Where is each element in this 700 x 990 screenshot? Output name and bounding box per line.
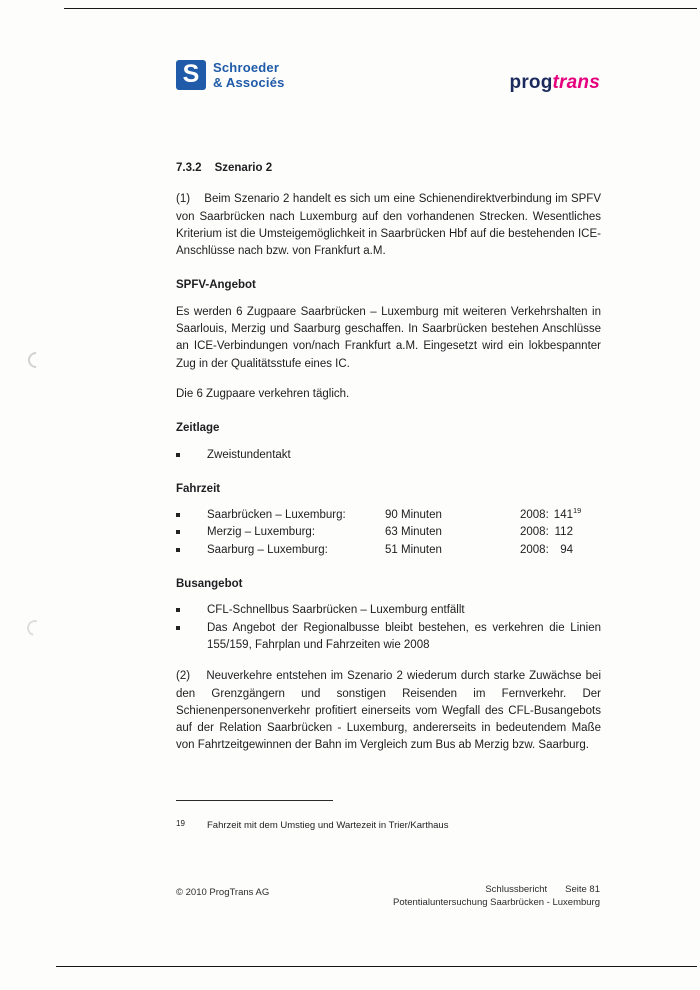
page-footer (176, 883, 600, 909)
document-content (176, 160, 601, 768)
progtrans-logo-trans: trans (552, 72, 600, 93)
paragraph-1: (1) Beim Szenario 2 handelt es sich um eine Schienendirektverbindung im SPFV von Saarbrücken nach Luxemburg auf den vorhandenen Strecken. Wesentliches Kriterium ist die Umsteigemöglichkeit in Saarbrücken Hbf auf die bestehenden ICE-Anschlüsse nach bzw. von Frankfurt a.M. (176, 193, 601, 258)
footer-report-subtitle: Potentialuntersuchung Saarbrücken - Luxemburg (392, 897, 600, 908)
fahrzeit-minutes: 51 Minuten (385, 543, 442, 556)
footnote-number: 19 (176, 819, 185, 828)
schroeder-logo-line1: Schroeder (213, 60, 280, 75)
footer-report-title: Schlussbericht (485, 884, 548, 895)
busangebot-item-text: CFL-Schnellbus Saarbrücken – Luxemburg entfällt (207, 604, 465, 617)
zeitlage-heading: Zeitlage (176, 422, 220, 435)
footnote-separator-line (176, 800, 333, 801)
binder-hole-bottom (24, 617, 46, 639)
busangebot-heading: Busangebot (176, 578, 243, 591)
footnote-entry (176, 820, 601, 832)
footer-report-info (393, 883, 600, 909)
schroeder-logo (176, 60, 285, 90)
scan-artifact-bottom-line (56, 966, 697, 967)
fahrzeit-ref-value: 94 (560, 543, 573, 556)
footer-copyright: © 2010 ProgTrans AG (176, 887, 270, 898)
fahrzeit-ref-value: 141 (553, 509, 573, 522)
fahrzeit-reference (520, 524, 601, 541)
bullet-square-icon (176, 530, 180, 534)
binder-hole-top (25, 349, 48, 372)
fahrzeit-ref-value: 112 (554, 526, 573, 539)
fahrzeit-row-1 (176, 507, 601, 524)
spfv-paragraph-2: Die 6 Zugpaare verkehren täglich. (176, 387, 350, 400)
footer-page-number: Seite 81 (565, 884, 600, 895)
footnote-area (176, 800, 601, 832)
page-header (176, 60, 600, 94)
section-heading (176, 160, 601, 177)
fahrzeit-row-2 (176, 524, 601, 541)
spfv-paragraph-1: Es werden 6 Zugpaare Saarbrücken – Luxemburg mit weiteren Verkehrshalten in Saarlouis, Merzig und Saarburg geschaffen. In Saarbrücken bestehen Anschlüsse an ICE-Verbindungen von/nach Frankfurt a.M. Eingesetzt wird ein lokbespannter Zug in der Qualitätsstufe eines IC. (176, 305, 601, 370)
fahrzeit-route: Saarburg – Luxemburg: (207, 543, 328, 556)
fahrzeit-ref-label: 2008: (520, 543, 549, 556)
progtrans-logo-prog: prog (509, 72, 553, 93)
bullet-square-icon (176, 548, 180, 552)
fahrzeit-reference (520, 507, 601, 524)
schroeder-logo-text (213, 60, 285, 90)
fahrzeit-route: Merzig – Luxemburg: (207, 526, 316, 539)
footnote-text: Fahrzeit mit dem Umstieg und Wartezeit in Trier/Karthaus (207, 820, 449, 831)
fahrzeit-heading: Fahrzeit (176, 482, 221, 495)
fahrzeit-ref-label: 2008: (520, 509, 549, 522)
fahrzeit-reference (520, 542, 601, 559)
footer-report-line (393, 883, 600, 896)
zeitlage-item (176, 447, 601, 464)
fahrzeit-minutes: 90 Minuten (385, 509, 442, 522)
section-title: Szenario 2 (214, 162, 273, 174)
bullet-square-icon (176, 513, 180, 517)
bullet-square-icon (176, 626, 180, 630)
bullet-square-icon (176, 453, 180, 457)
schroeder-logo-icon: S (176, 60, 206, 90)
busangebot-item-1 (176, 602, 601, 619)
fahrzeit-row-3 (176, 542, 601, 559)
spfv-heading: SPFV-Angebot (176, 279, 256, 292)
scan-artifact-top-line (64, 8, 697, 9)
paragraph-2: (2) Neuverkehre entstehen im Szenario 2 wiederum durch starke Zuwächse bei den Grenzgängern und sonstigen Reisenden im Fernverkehr. Der Schienenpersonenverkehr profitiert einerseits vom Wegfall des CFL-Busangebots auf der Relation Saarbrücken - Luxemburg, andererseits in bedeutendem Maße von Fahrtzeitgewinnen der Bahn im Vergleich zum Bus ab Merzig bzw. Saarburg. (176, 670, 601, 752)
footnote-marker: 19 (572, 506, 582, 516)
fahrzeit-route: Saarbrücken – Luxemburg: (207, 509, 346, 522)
fahrzeit-ref-label: 2008: (520, 526, 549, 539)
zeitlage-item-text: Zweistundentakt (207, 448, 291, 461)
progtrans-logo (510, 72, 600, 94)
busangebot-item-2 (176, 620, 601, 655)
fahrzeit-minutes: 63 Minuten (385, 526, 442, 539)
schroeder-logo-line2: & Associés (213, 74, 285, 90)
section-number: 7.3.2 (176, 162, 202, 174)
bullet-square-icon (176, 608, 180, 612)
busangebot-item-text: Das Angebot der Regionalbusse bleibt bestehen, es verkehren die Linien 155/159, Fahrplan und Fahrzeiten wie 2008 (207, 621, 601, 651)
